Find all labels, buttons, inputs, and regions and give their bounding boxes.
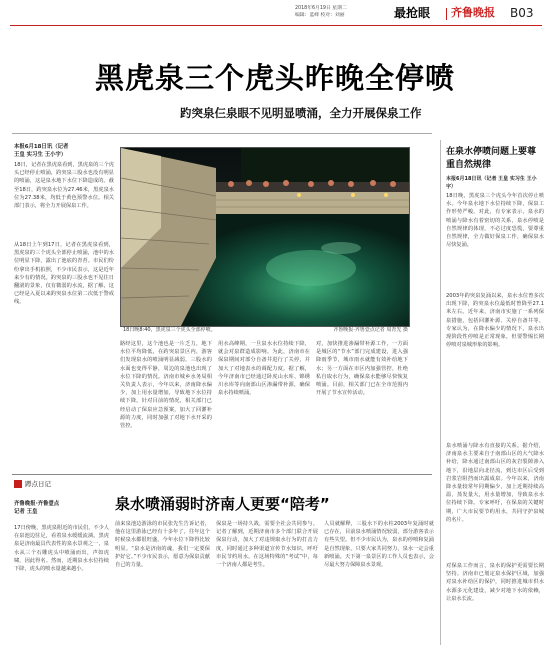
fountain-photo — [120, 147, 410, 327]
main-col3-text: 用水高峰期，一旦泉水水位持续下降，就会对泉群造成影响。为此，济南市在保泉期间对部分自备井进行了关停，并加大了对地表水的调配力度。据了解，今年济南市已经通过卧虎山水库、锦绣川水库等向南部山区渗漏带补源，确保泉水持续喷涌。 — [218, 341, 310, 397]
main-subheadline: 趵突泉仨泉眼不见明显喷涌，全力开展保泉工作 — [180, 106, 422, 120]
main-byline — [14, 143, 114, 159]
photo-credit: 齐鲁晚报·齐鲁壹点记者 周青先 摄 — [333, 327, 408, 333]
section2-byline-paper: 齐鲁晚报·齐鲁壹点 — [14, 501, 60, 507]
main-byline-label: 本报6月18日讯（记者 — [14, 144, 69, 150]
section2-byline — [14, 500, 109, 516]
photo-caption: 18日晚8:40，黑虎泉三个虎头全部停喷。 — [123, 327, 216, 333]
main-col1-text2: 从18日上午到17日，记者在黑虎泉看到，黑虎泉的三个虎头全部停止喷涌，池中的水位明显下降，露出了池底的青苔。市民们纷纷拿出手机拍照，不少市民表示，这是近年来少有的情况。趵突泉的三股水也不见往日翻滚的景象，仅有微弱的水流，据了解，这已经是入夏以来趵突泉水位第二次低于警戒线。 — [14, 242, 114, 306]
sidebar-text3: 泉水喷涌与降水有直接的关系。据介绍，济南泉水主要来自于南部山区的大气降水补给，降水通过南部山区的灰岩裂隙渗入地下，沿地层向北径流，到达市区后受到岩浆岩阻挡而出露成泉。今年以来，济南降水量较常年同期偏少，加上近期持续高温，蒸发量大，用水量增加，导致泉水水位持续下降。专家呼吁，在保泉的关键时期，广大市民要节约用水，共同守护泉城的名片。 — [446, 443, 544, 523]
section2-label-text: 蹲点日记 — [25, 480, 51, 488]
section2-col2-text: 前来泉池边游泳的市民张先生告诉记者，他在这里游泳已经有十多年了，往年这个时候泉水都很旺盛，今年水位下降得比较明显。“泉水是济南的魂，我们一定要保护好它。”不少市民表示，愿意为保泉贡献自己的力量。 — [115, 521, 210, 569]
section2-col3-text: 保泉是一场持久战，需要全社会共同参与。记者了解到，近期济南市多个部门联合开展保泉行动，加大了对违规取水行为的打击力度，同时通过多种渠道宣传节水知识，呼吁市民节约用水。在这场特殊的“考试”中，每一个济南人都是考生。 — [216, 521, 318, 569]
sidebar-byline: 本报6月18日讯（记者 王皇 实习生 王小宇） — [446, 176, 537, 190]
section2-label — [14, 480, 51, 489]
section2-col1-text: 17日傍晚，黑虎泉附近的市民们，不少人在泉池边驻足，看着泉水缓缓流淌。黑虎泉是济南最具代表性的泉水景观之一，泉水从三个石雕虎头中喷涌而出，声如虎啸，因此得名。然而，近期泉水水位持续下降，虎头的喷水量越来越小。 — [14, 525, 109, 573]
issue-editors: 编辑：蓝峰 校对：刘丽 — [295, 13, 345, 18]
page-number: B03 — [510, 6, 534, 20]
section2-headline: 泉水喷涌弱时济南人更要“陪考” — [115, 495, 330, 513]
header-rule — [10, 25, 542, 26]
sidebar-title: 在泉水停喷问题上要尊重自然规律 — [446, 147, 537, 170]
sidebar-text2: 2003年趵突泉复涌以来，泉水水位曾多次出现下降，趵突泉水位最低时曾降至27.1米左右。近年来，济南市实施了一系列保泉措施，包括回灌补源、关停自备井等。专家认为，在降水偏少的情况下，泉水出现阶段性停喷是正常现象，但要警惕长期停喷对泉城形象的影响。 — [446, 293, 544, 349]
main-col2-text: 路经这里，这个池也是一片乏力，地下水位平均降低，在趵突泉景区内，游客们发现泉水的喷涌明显减弱，三股水的水面也变得平静，周边的泉池也出现了水位下降的情况。济南市城乡水务局相关负责人表示，今年以来，济南降水偏少，加上用水量增加，导致地下水位持续下降。针对目前的情况，相关部门已经启动了保泉应急预案，加大了回灌补源的力度，同时加强了对地下水开采的管控。 — [120, 341, 212, 430]
main-headline: 黑虎泉三个虎头昨晚全停喷 — [94, 61, 455, 95]
paper-logo: 齐鲁晚报 — [451, 6, 495, 19]
headline-rule — [12, 133, 432, 134]
main-col1-text: 18日，记者在黑虎泉看到，黑虎泉的三个虎头已经停止喷涌，趵突泉三股水也没有明显的喷涌，这是泉水地下水位下降造成的。截至18日，趵突泉水位为27.46米，黑虎泉水位为27.38米，均低于黄色预警水位。相关部门表示，将全力开展保泉工作。 — [14, 162, 114, 210]
section2-byline-name: 记者 王皇 — [14, 509, 38, 515]
header-divider — [446, 8, 447, 20]
sidebar-divider — [440, 140, 441, 645]
section2-top-rule — [12, 474, 432, 475]
sidebar-text1: 18日晚，黑虎泉三个虎头今年首次停止喷水。今年泉水地下水位持续下降，保泉工作形势严峻。对此，有专家表示，泉水的喷涌与降水有着密切的关系，泉水停喷是自然规律的体现，不必过度恐慌，要尊重自然规律，全力做好保泉工作，确保泉水尽快复涌。 — [446, 193, 544, 249]
section-marker-icon — [14, 480, 22, 488]
main-byline-names: 王皇 实习生 王小宇） — [14, 152, 67, 158]
section2-col4-text: 人员就解释，三股水下的水柱2003年复涌时就已存在，目前泉水喷涌情况较弱，部分游客表示有些失望。但不少市民认为，泉水的停喷和复涌是自然现象，只要大家共同努力，泉水一定会重新喷涌。天下第一泉景区的工作人员也表示，会尽最大努力保障泉水景观。 — [324, 521, 434, 569]
issue-date: 2018年6月19日 星期二 — [295, 6, 347, 11]
sidebar-text4: 对保泉工作而言，泉水的保护更需要长期坚持。济南市已划定泉水保护区域，加强对泉水补给区的保护，同时推进城市供水水源多元化建设，减少对地下水的依赖，让泉水长流。 — [446, 563, 544, 602]
section-title: 最抢眼 — [394, 6, 431, 20]
fountain-photo-art — [121, 148, 409, 326]
main-col4-text: 对，加快推进渗漏带补源工作，一方面是城区的“节水”部门完成建设，进入强降雨季节，城市雨水就能有效补给地下水；另一方面在市区内加强管控，杜绝私自取水行为，确保泉水能够尽快恢复喷涌。目前，相关部门已在全市范围内开展了节水宣传活动。 — [316, 341, 408, 397]
